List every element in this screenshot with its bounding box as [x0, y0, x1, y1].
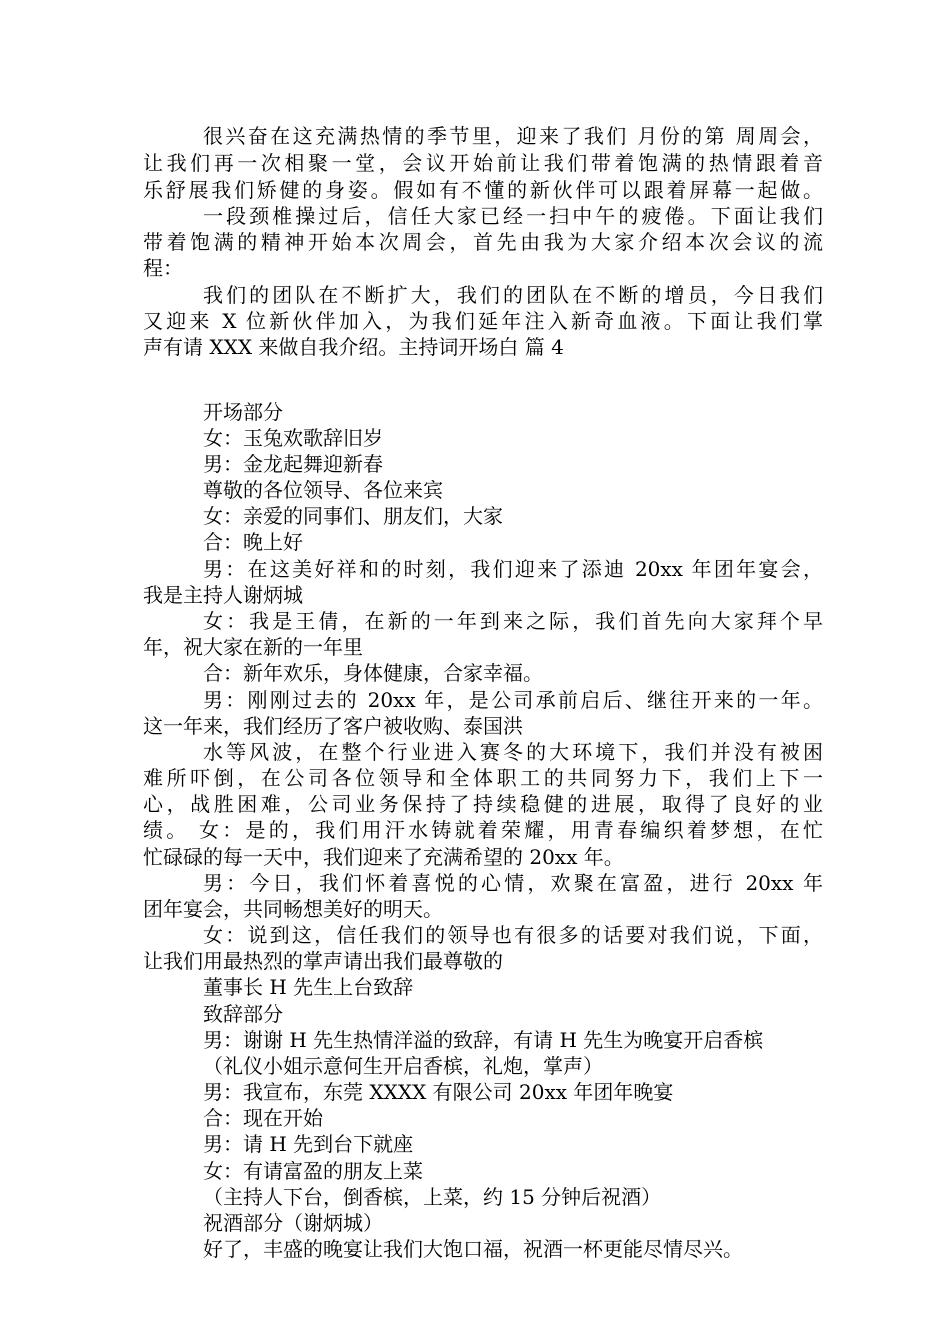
script-line: 男：请 H 先到台下就座 [203, 1132, 414, 1156]
script-line: 好了，丰盛的晚宴让我们大饱口福，祝酒一杯更能尽情尽兴。 [203, 1237, 743, 1261]
script-line: 忙碌碌的每一天中，我们迎来了充满希望的 20xx 年。 [143, 845, 624, 869]
script-line: 董事长 H 先生上台致辞 [203, 975, 414, 999]
script-line: 男：我宣布，东莞 XXXX 有限公司 20xx 年团年晚宴 [203, 1080, 674, 1104]
paragraph-line: 带着饱满的精神开始本次周会，首先由我为大家介绍本次会议的流 [143, 230, 823, 254]
stage-direction: （礼仪小姐示意何生开启香槟，礼炮，掌声） [203, 1054, 603, 1078]
script-line: 男：谢谢 H 先生热情洋溢的致辞，有请 H 先生为晚宴开启香槟 [203, 1028, 764, 1052]
paragraph-line: 又迎来 X 位新伙伴加入，为我们延年注入新奇血液。下面让我们掌 [143, 309, 823, 333]
paragraph-line: 声有请 XXX 来做自我介绍。主持词开场白 篇 4 [143, 335, 564, 359]
script-line: 合：新年欢乐，身体健康，合家幸福。 [203, 661, 543, 685]
section-heading: 祝酒部分（谢炳城） [203, 1211, 383, 1235]
script-line: 女：玉兔欢歌辞旧岁 [203, 426, 383, 450]
paragraph-line: 很兴奋在这充满热情的季节里，迎来了我们 月份的第 周周会， [203, 124, 823, 148]
script-line: 团年宴会，共同畅想美好的明天。 [143, 897, 443, 921]
paragraph-line: 程： [143, 256, 183, 280]
script-line: 绩。 女：是的，我们用汗水铸就着荣耀，用青春编织着梦想，在忙 [143, 818, 823, 842]
script-line: 合：现在开始 [203, 1106, 323, 1130]
script-line: 尊敬的各位领导、各位来宾 [203, 478, 443, 502]
script-line: 男：金龙起舞迎新春 [203, 452, 383, 476]
script-line: 女：亲爱的同事们、朋友们，大家 [203, 504, 503, 528]
script-line: 我是主持人谢炳城 [143, 583, 303, 607]
script-line: 这一年来，我们经历了客户被收购、泰国洪 [143, 714, 523, 738]
script-line: 女：有请富盈的朋友上菜 [203, 1159, 423, 1183]
section-heading: 致辞部分 [203, 1002, 283, 1026]
script-line: 年，祝大家在新的一年里 [143, 635, 363, 659]
script-line: 男：在这美好祥和的时刻，我们迎来了添迪 20xx 年团年宴会， [203, 557, 823, 581]
script-line: 女：我是王倩，在新的一年到来之际，我们首先向大家拜个早 [203, 609, 823, 633]
paragraph-line: 让我们再一次相聚一堂，会议开始前让我们带着饱满的热情跟着音 [143, 151, 823, 175]
section-heading: 开场部分 [203, 400, 283, 424]
script-line: 女：说到这，信任我们的领导也有很多的话要对我们说，下面， [203, 923, 823, 947]
script-line: 水等风波，在整个行业进入赛冬的大环境下，我们并没有被困 [203, 740, 823, 764]
paragraph-line: 我们的团队在不断扩大，我们的团队在不断的增员，今日我们 [203, 283, 823, 307]
paragraph-line: 一段颈椎操过后，信任大家已经一扫中午的疲倦。下面让我们 [203, 204, 823, 228]
script-line: 男：刚刚过去的 20xx 年，是公司承前启后、继往开来的一年。 [203, 688, 823, 712]
script-line: 让我们用最热烈的掌声请出我们最尊敬的 [143, 949, 503, 973]
stage-direction: （主持人下台，倒香槟，上菜，约 15 分钟后祝酒） [203, 1185, 662, 1209]
script-line: 难所吓倒，在公司各位领导和全体职工的共同努力下，我们上下一 [143, 766, 823, 790]
script-line: 心，战胜困难，公司业务保持了持续稳健的进展，取得了良好的业 [143, 792, 823, 816]
script-line: 男：今日，我们怀着喜悦的心情，欢聚在富盈，进行 20xx 年 [203, 871, 823, 895]
script-line: 合：晚上好 [203, 530, 303, 554]
paragraph-line: 乐舒展我们矫健的身姿。假如有不懂的新伙伴可以跟着屏幕一起做。 [143, 178, 823, 202]
